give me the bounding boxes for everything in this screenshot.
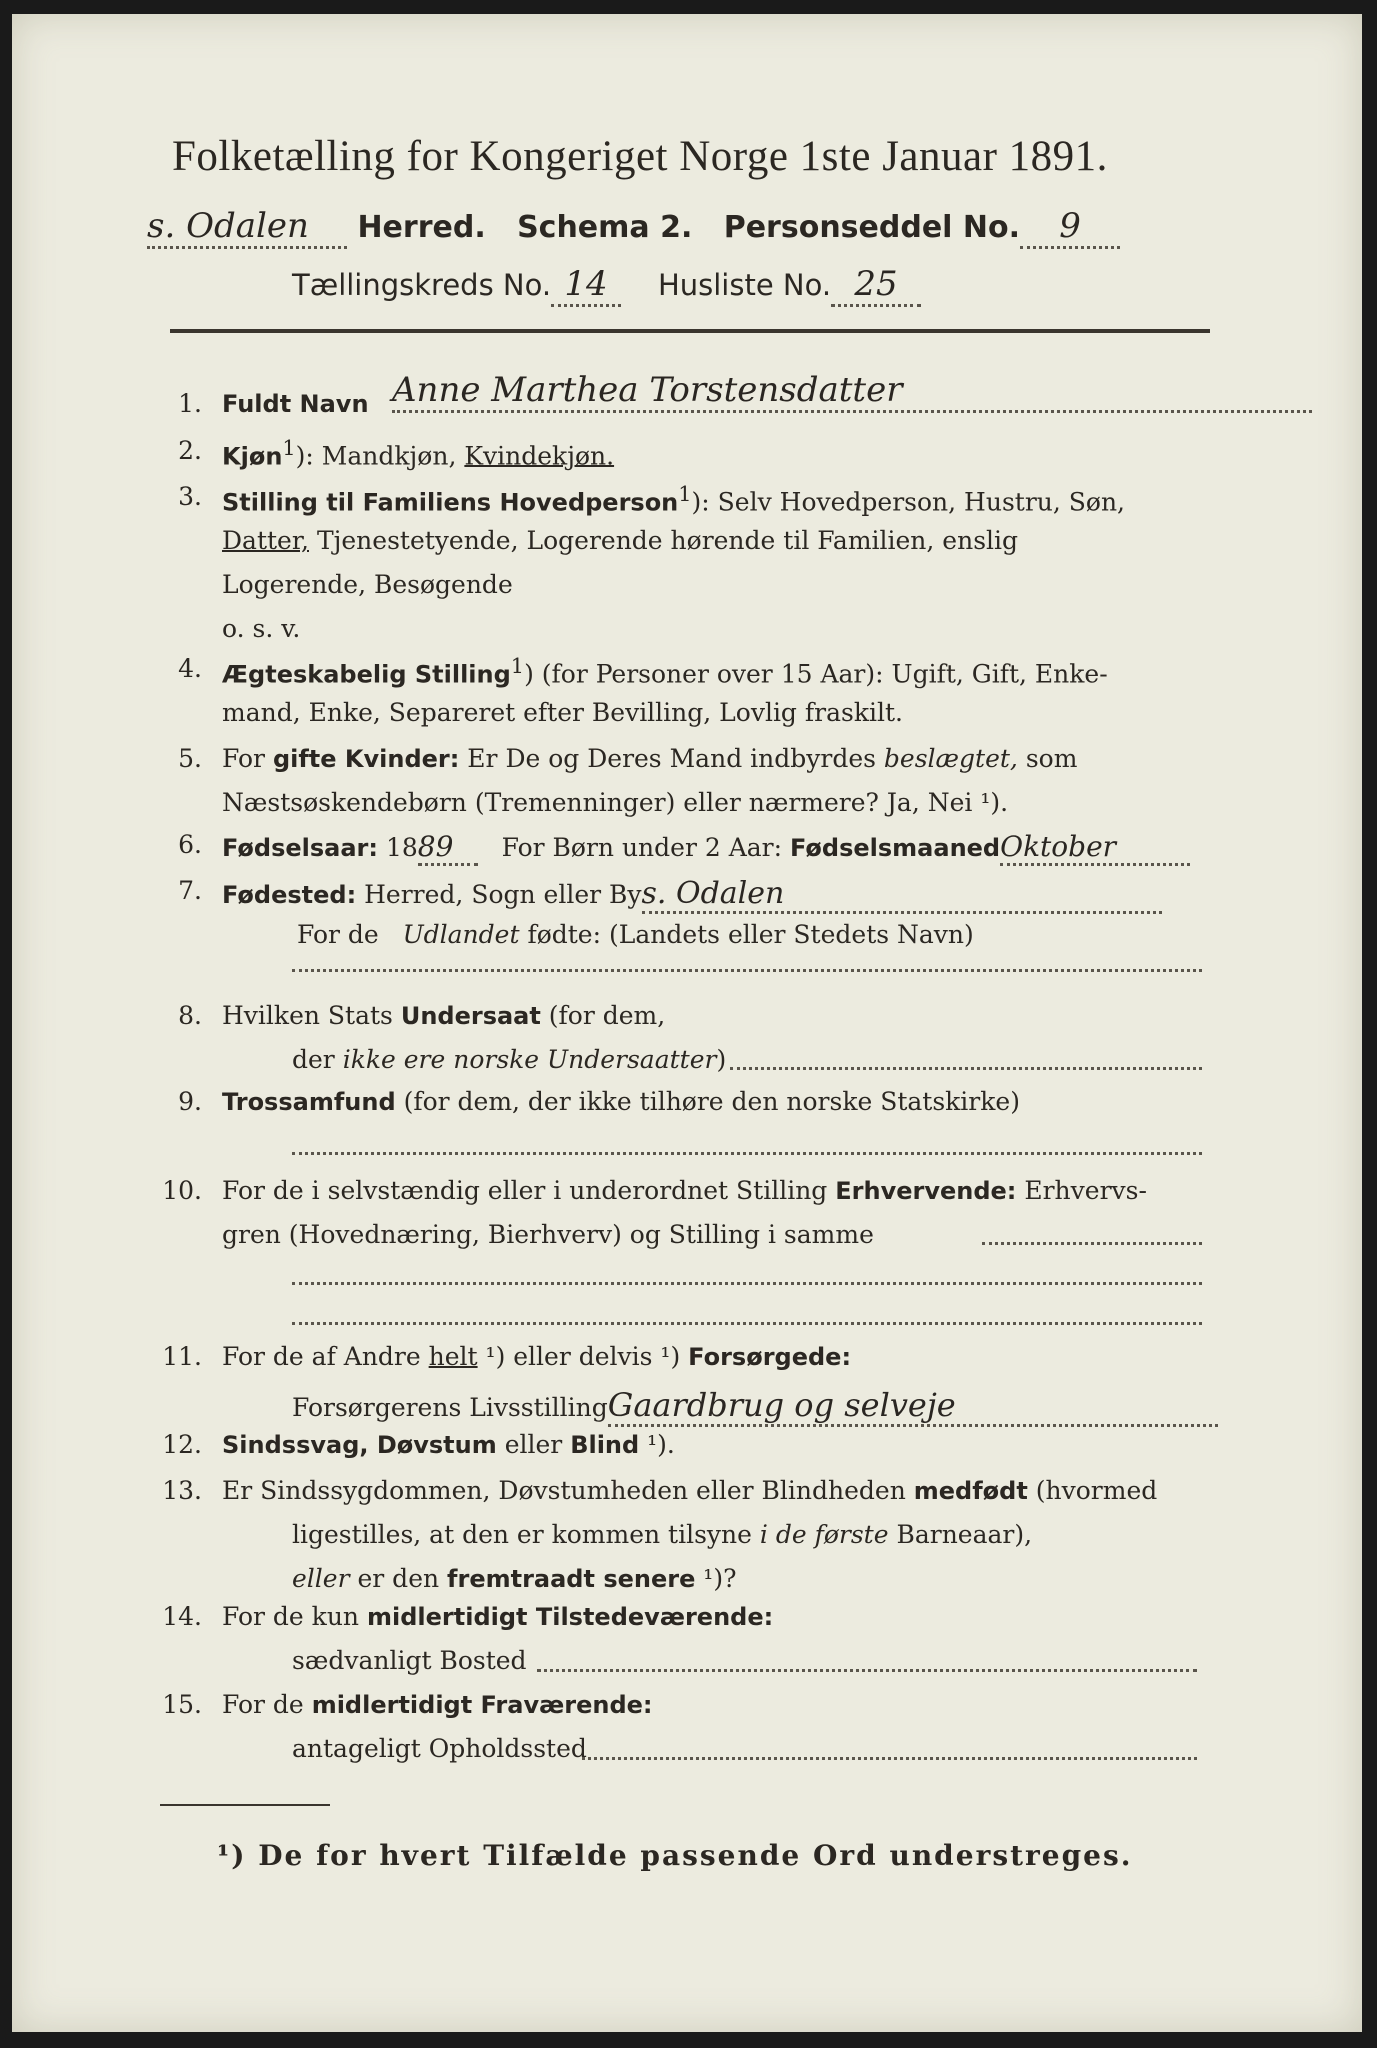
kreds-label: Tællingskreds No. <box>292 268 552 302</box>
item-text: (for dem, der ikke tilhøre den norske Statskirke) <box>395 1087 1020 1116</box>
item-text: Herred, Sogn eller By <box>356 880 642 909</box>
item-text: gren (Hovednæring, Bierhverv) og Stilling i samme <box>222 1220 874 1249</box>
census-form <box>12 14 1362 2032</box>
item-text-italic: eller <box>292 1564 350 1593</box>
item-text: For de <box>297 920 379 949</box>
blank-line <box>292 1152 1202 1155</box>
kreds-value: 14 <box>551 264 621 307</box>
personseddel-label: Personseddel No. <box>723 210 1021 245</box>
herred-value: s. Odalen <box>147 206 347 249</box>
year-prefix: 18 <box>385 833 418 862</box>
item-text: For Børn under 2 Aar: <box>501 833 783 862</box>
blank-line <box>730 1067 1202 1070</box>
kreds-line <box>292 264 921 307</box>
item-text: ) <box>716 1045 727 1074</box>
item-text: Forsørgerens Livsstilling <box>292 1393 608 1422</box>
footnote-rule <box>160 1804 330 1806</box>
item-number: 10. <box>162 1176 202 1205</box>
item-label: Fuldt Navn <box>222 390 369 418</box>
provider-occupation-value: Gaardbrug og selveje <box>608 1386 1218 1427</box>
header-rule <box>170 329 1210 333</box>
item-text: Erhvervs- <box>1016 1176 1147 1205</box>
husliste-label: Husliste No. <box>657 268 832 302</box>
item-number: 8. <box>178 1001 202 1030</box>
husliste-value: 25 <box>831 264 921 307</box>
item-text: ): Selv Hovedperson, Hustru, Søn, <box>691 487 1126 517</box>
item-number: 5. <box>178 744 202 773</box>
item-text: For de kun <box>222 1602 360 1631</box>
item-text: Er De og Deres Mand indbyrdes <box>459 744 876 773</box>
item-text: Barneaar), <box>888 1520 1033 1549</box>
footnote-mark: 1 <box>510 654 525 678</box>
item-label: Kjøn <box>222 442 283 471</box>
item-label: Fødested: <box>222 881 357 909</box>
herred-line <box>147 206 1120 249</box>
item-text: Tjenestetyende, Logerende hørende til Familien, enslig <box>309 526 1019 555</box>
item-text: ¹)? <box>695 1564 737 1593</box>
item-number: 11. <box>162 1342 202 1371</box>
item-text: er den <box>349 1564 448 1593</box>
item-label: Stilling til Familiens Hovedperson <box>222 488 679 517</box>
blank-line <box>582 1757 1197 1760</box>
schema-label: Schema 2. <box>517 210 693 245</box>
underlined-choice: Kvindekjøn. <box>464 441 615 471</box>
item-number: 14. <box>162 1602 202 1631</box>
birth-year-value: 89 <box>418 830 478 866</box>
footnote-mark: 1 <box>678 482 692 506</box>
item-text-italic: i de første <box>759 1520 889 1549</box>
item-label: midlertidigt Fraværende: <box>311 1691 653 1719</box>
blank-line <box>292 1282 1202 1285</box>
item-number: 2. <box>178 436 202 465</box>
form-title: Folketælling for Kongeriget Norge 1ste Januar 1891. <box>172 133 1108 180</box>
item-label: Fødselsaar: <box>222 834 378 862</box>
item-number: 15. <box>162 1690 202 1719</box>
birth-month-value: Oktober <box>1000 830 1190 866</box>
item-label: gifte Kvinder: <box>272 745 460 773</box>
item-number: 9. <box>178 1087 202 1116</box>
item-text: ) (for Personer over 15 Aar): Ugift, Gift, Enke- <box>524 659 1108 689</box>
item-label: midlertidigt Tilstedeværende: <box>366 1603 774 1631</box>
item-text: som <box>1017 744 1078 773</box>
item-text: o. s. v. <box>222 614 301 643</box>
herred-label: Herred. <box>357 210 486 245</box>
item-text: antageligt Opholdssted <box>292 1734 587 1763</box>
item-number: 7. <box>178 876 202 905</box>
underlined-choice: Datter, <box>222 526 309 555</box>
footnote-mark: 1 <box>282 436 296 460</box>
item-label: Erhvervende: <box>835 1177 1017 1205</box>
blank-line <box>292 969 1202 972</box>
item-text: ¹). <box>639 1430 675 1459</box>
underlined-choice: helt <box>428 1342 478 1371</box>
item-text: ¹) eller delvis ¹) <box>477 1342 681 1371</box>
item-text: mand, Enke, Separeret efter Bevilling, Lovlig fraskilt. <box>222 698 903 727</box>
item-text: ligestilles, at den er kommen tilsyne <box>292 1520 760 1549</box>
item-label: Blind <box>570 1431 640 1459</box>
item-text: (for dem, <box>540 1001 666 1030</box>
item-number: 12. <box>162 1430 202 1459</box>
item-label: Sindssvag, Døvstum <box>222 1431 497 1459</box>
item-text: fødte: (Landets eller Stedets Navn) <box>519 920 974 949</box>
full-name-value: Anne Marthea Torstensdatter <box>392 370 1312 413</box>
item-number: 4. <box>178 654 202 683</box>
item-text-italic: beslægtet, <box>883 744 1018 773</box>
item-label: Forsørgede: <box>688 1343 852 1371</box>
item-text-italic: Udlandet <box>402 920 520 949</box>
item-text-italic: ikke ere norske Undersaatter <box>342 1045 717 1074</box>
item-text: sædvanligt Bosted <box>292 1646 527 1675</box>
item-text: der <box>292 1045 343 1074</box>
item-number: 6. <box>178 830 202 859</box>
item-label: medfødt <box>913 1477 1028 1505</box>
blank-line <box>982 1242 1202 1245</box>
birthplace-value: s. Odalen <box>642 876 1162 914</box>
item-text: ): Mandkjøn, <box>295 441 457 471</box>
item-text: For de i selvstændig eller i underordnet Stilling <box>222 1176 828 1205</box>
item-text: For de <box>222 1690 304 1719</box>
blank-line <box>292 1322 1202 1325</box>
item-text: (hvormed <box>1027 1476 1158 1505</box>
blank-line <box>537 1669 1197 1672</box>
item-text: Logerende, Besøgende <box>222 570 513 599</box>
item-text: For <box>222 744 265 773</box>
item-label: fremtraadt senere <box>447 1565 696 1593</box>
item-text: Er Sindssygdommen, Døvstumheden eller Blindheden <box>222 1476 906 1505</box>
item-label: Trossamfund <box>222 1088 396 1116</box>
item-number: 1. <box>178 389 202 418</box>
item-label: Undersaat <box>400 1002 541 1030</box>
footnote: ¹) De for hvert Tilfælde passende Ord understreges. <box>217 1839 1133 1872</box>
item-label: Ægteskabelig Stilling <box>222 660 511 689</box>
item-text: Næstsøskendebørn (Tremenninger) eller nærmere? Ja, Nei ¹). <box>222 788 1009 817</box>
item-label: Fødselsmaaned <box>790 834 1001 862</box>
item-number: 3. <box>178 482 202 511</box>
item-text: eller <box>496 1430 563 1459</box>
item-text: Hvilken Stats <box>222 1001 393 1030</box>
item-number: 13. <box>162 1476 202 1505</box>
personseddel-value: 9 <box>1020 206 1120 249</box>
item-text: For de af Andre <box>222 1342 421 1371</box>
